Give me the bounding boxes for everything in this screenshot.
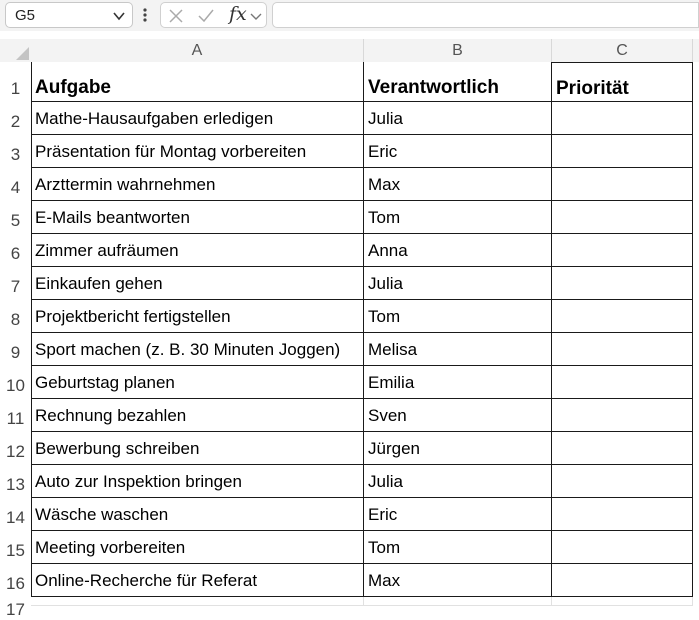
column-header-c[interactable]: C (552, 39, 693, 62)
table-cell[interactable] (552, 267, 693, 300)
more-options-icon[interactable] (140, 5, 150, 25)
table-cell[interactable]: Sport machen (z. B. 30 Minuten Joggen) (31, 333, 364, 366)
chevron-down-icon[interactable] (112, 10, 126, 22)
row-header[interactable]: 12 (0, 435, 31, 468)
row-header[interactable]: 14 (0, 501, 31, 534)
table-cell[interactable]: Wäsche waschen (31, 498, 364, 531)
row-header[interactable]: 1 (0, 72, 31, 105)
empty-cell[interactable] (31, 597, 364, 606)
table-cell[interactable] (552, 432, 693, 465)
row-header[interactable]: 17 (0, 600, 31, 606)
table-cell[interactable]: Online-Recherche für Referat (31, 564, 364, 597)
name-box[interactable] (5, 2, 133, 28)
chevron-down-icon[interactable] (249, 7, 263, 25)
table-cell[interactable] (552, 498, 693, 531)
formula-tools (160, 2, 267, 28)
table-cell[interactable]: Melisa (364, 333, 552, 366)
formula-input[interactable] (272, 2, 699, 28)
table-cell[interactable]: Eric (364, 498, 552, 531)
table-cell[interactable]: Tom (364, 201, 552, 234)
empty-cell[interactable] (552, 597, 693, 606)
table-cell[interactable]: Einkaufen gehen (31, 267, 364, 300)
table-cell[interactable] (552, 234, 693, 267)
table-cell[interactable]: Bewerbung schreiben (31, 432, 364, 465)
table-cell[interactable]: Tom (364, 300, 552, 333)
table-cell[interactable]: Präsentation für Montag vorbereiten (31, 135, 364, 168)
table-cell[interactable]: E-Mails beantworten (31, 201, 364, 234)
formula-bar (0, 0, 699, 31)
table-cell[interactable]: Meeting vorbereiten (31, 531, 364, 564)
table-cell[interactable] (552, 399, 693, 432)
row-header[interactable]: 15 (0, 534, 31, 567)
row-header[interactable]: 7 (0, 270, 31, 303)
table-cell[interactable]: Tom (364, 531, 552, 564)
table-cell[interactable]: Emilia (364, 366, 552, 399)
select-all-icon[interactable] (16, 47, 29, 60)
table-cell[interactable]: Anna (364, 234, 552, 267)
confirm-icon[interactable] (197, 7, 215, 25)
empty-cell[interactable] (364, 597, 552, 606)
row-header[interactable]: 3 (0, 138, 31, 171)
table-cell[interactable]: Zimmer aufräumen (31, 234, 364, 267)
row-header[interactable]: 16 (0, 567, 31, 600)
column-header-a[interactable]: A (31, 39, 364, 62)
row-header[interactable]: 10 (0, 369, 31, 402)
table-cell[interactable] (552, 465, 693, 498)
insert-function-button[interactable]: fx (229, 3, 247, 25)
row-header[interactable]: 9 (0, 336, 31, 369)
table-cell[interactable]: Max (364, 564, 552, 597)
table-cell[interactable] (552, 366, 693, 399)
row-header[interactable]: 11 (0, 402, 31, 435)
row-header[interactable]: 2 (0, 105, 31, 138)
table-header-cell[interactable]: Aufgabe (31, 62, 364, 102)
table-cell[interactable] (552, 300, 693, 333)
table-cell[interactable]: Jürgen (364, 432, 552, 465)
table-cell[interactable]: Eric (364, 135, 552, 168)
table-cell[interactable]: Arzttermin wahrnehmen (31, 168, 364, 201)
table-cell[interactable] (552, 564, 693, 597)
table-cell[interactable] (552, 135, 693, 168)
cancel-icon[interactable] (167, 7, 185, 25)
table-cell[interactable]: Max (364, 168, 552, 201)
table-cell[interactable] (552, 168, 693, 201)
table-cell[interactable] (552, 333, 693, 366)
row-header[interactable]: 8 (0, 303, 31, 336)
table-cell[interactable]: Sven (364, 399, 552, 432)
table-cell[interactable]: Rechnung bezahlen (31, 399, 364, 432)
table-cell[interactable]: Mathe-Hausaufgaben erledigen (31, 102, 364, 135)
row-header[interactable]: 5 (0, 204, 31, 237)
table-header-cell[interactable]: Verantwortlich (364, 62, 552, 102)
table-cell[interactable]: Projektbericht fertigstellen (31, 300, 364, 333)
table-cell[interactable]: Julia (364, 267, 552, 300)
table-cell[interactable] (552, 531, 693, 564)
name-box-value: G5 (15, 7, 36, 24)
row-header[interactable]: 13 (0, 468, 31, 501)
table-cell[interactable]: Auto zur Inspektion bringen (31, 465, 364, 498)
table-left-border (31, 62, 32, 597)
column-header-b[interactable]: B (364, 39, 552, 62)
table-cell[interactable] (552, 201, 693, 234)
table-cell[interactable]: Julia (364, 102, 552, 135)
row-header[interactable]: 4 (0, 171, 31, 204)
table-cell[interactable]: Julia (364, 465, 552, 498)
table-header-cell[interactable]: Priorität (552, 62, 693, 102)
table-cell[interactable]: Geburtstag planen (31, 366, 364, 399)
table-cell[interactable] (552, 102, 693, 135)
row-header[interactable]: 6 (0, 237, 31, 270)
